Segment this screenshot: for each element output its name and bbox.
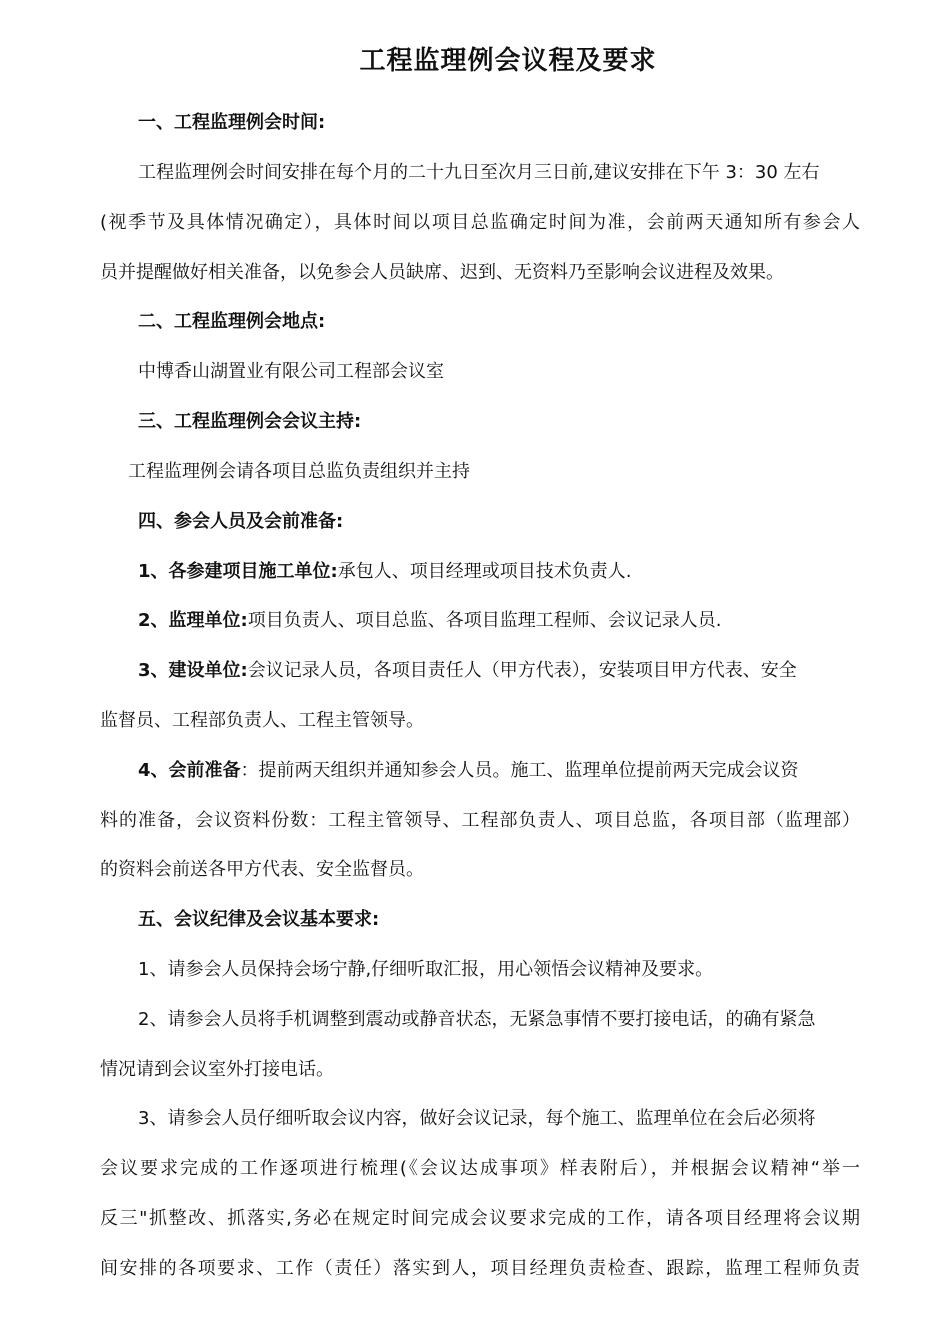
- paragraph-line: 员并提醒做好相关准备，以免参会人员缺席、迟到、无资料乃至影响会议进程及效果。: [100, 262, 784, 283]
- list-item: 2、请参会人员将手机调整到震动或静音状态，无紧急事情不要打接电话，的确有紧急: [138, 1009, 816, 1030]
- section-heading-host: 三、工程监理例会会议主持:: [138, 411, 362, 432]
- list-item: 1、请参会人员保持会场宁静,仔细听取汇报，用心领悟会议精神及要求。: [138, 959, 714, 980]
- paragraph-line: 情况请到会议室外打接电话。: [100, 1059, 334, 1080]
- list-item: 3、请参会人员仔细听取会议内容，做好会议记录，每个施工、监理单位在会后必须将: [138, 1108, 816, 1129]
- paragraph-line: 料的准备，会议资料份数：工程主管领导、工程部负责人、项目总监，各项目部（监理部）: [100, 810, 860, 831]
- list-item: 1、各参建项目施工单位:承包人、项目经理或项目技术负责人.: [138, 561, 632, 582]
- section-heading-location: 二、工程监理例会地点:: [138, 311, 326, 332]
- list-item: 2、监理单位:项目负责人、项目总监、各项目监理工程师、会议记录人员.: [138, 610, 722, 631]
- section-heading-time: 一、工程监理例会时间:: [138, 112, 326, 133]
- document-title: 工程监理例会议程及要求: [359, 46, 657, 76]
- paragraph-line: 反三"抓整改、抓落实,务必在规定时间完成会议要求完成的工作，请各项目经理将会议期: [100, 1208, 860, 1229]
- paragraph-line: 工程监理例会时间安排在每个月的二十九日至次月三日前,建议安排在下午 3：30 左右: [138, 162, 820, 183]
- paragraph-line: (视季节及具体情况确定），具体时间以项目总监确定时间为准，会前两天通知所有参会人: [100, 212, 860, 233]
- paragraph-line: 的资料会前送各甲方代表、安全监督员。: [100, 859, 424, 880]
- list-item: 4、会前准备：提前两天组织并通知参会人员。施工、监理单位提前两天完成会议资: [138, 760, 799, 781]
- paragraph-line: 间安排的各项要求、工作（责任）落实到人，项目经理负责检查、跟踪，监理工程师负责: [100, 1258, 860, 1279]
- section-heading-discipline: 五、会议纪律及会议基本要求:: [138, 909, 380, 930]
- paragraph-line: 会议要求完成的工作逐项进行梳理(《会议达成事项》样表附后），并根据会议精神“举一: [100, 1158, 860, 1179]
- paragraph-line: 中博香山湖置业有限公司工程部会议室: [138, 361, 444, 382]
- list-item: 3、建设单位:会议记录人员，各项目责任人（甲方代表），安装项目甲方代表、安全: [138, 660, 797, 681]
- paragraph-line: 监督员、工程部负责人、工程主管领导。: [100, 710, 424, 731]
- paragraph-line: 工程监理例会请各项目总监负责组织并主持: [128, 461, 470, 482]
- section-heading-attendees: 四、参会人员及会前准备:: [138, 511, 344, 532]
